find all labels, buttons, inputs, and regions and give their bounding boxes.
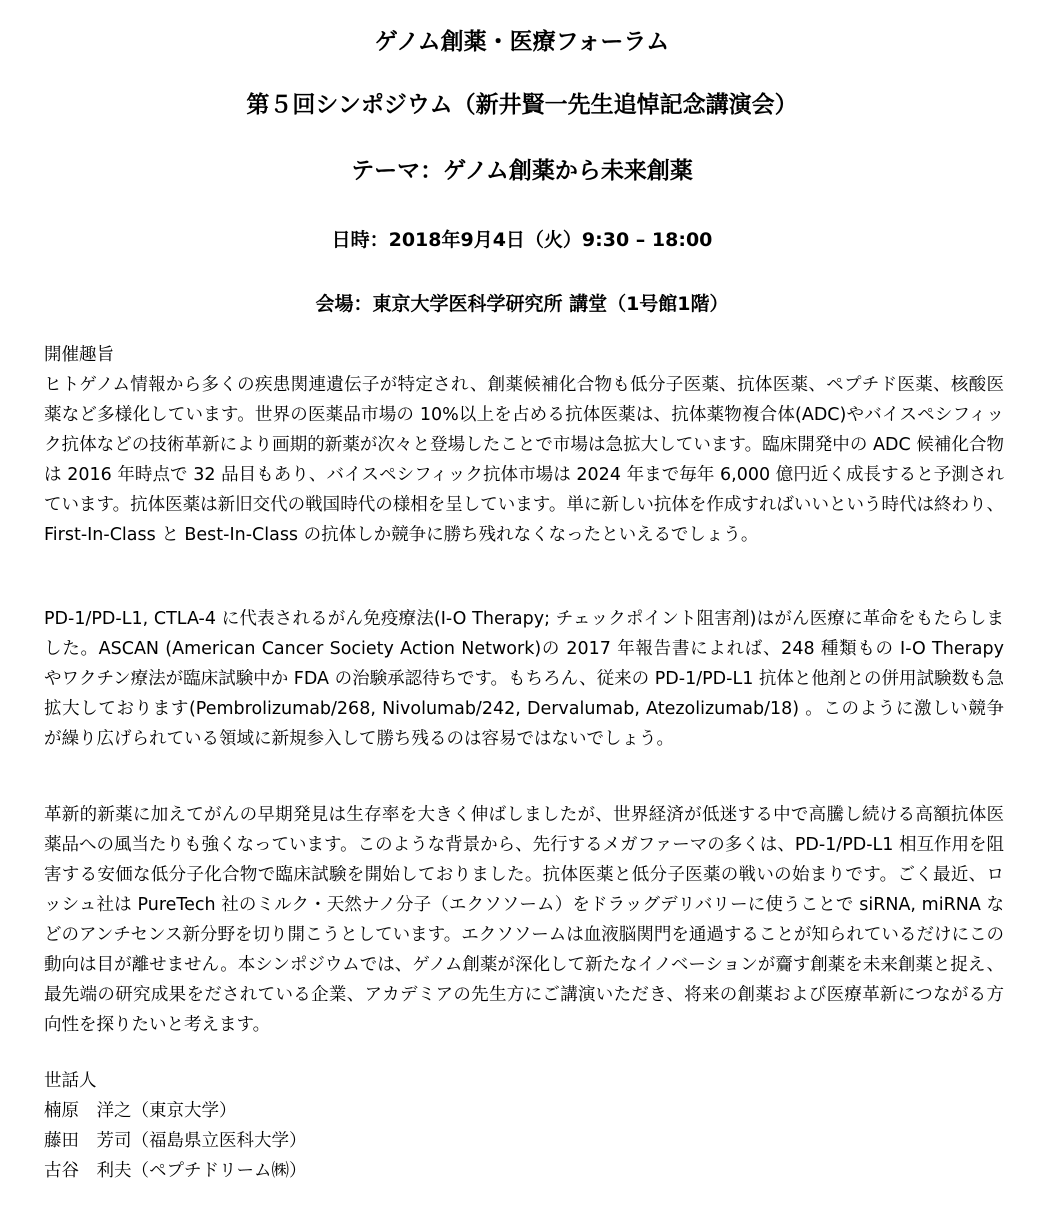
organizer-item: 古谷 利夫（ペプチドリーム㈱） — [44, 1161, 307, 1181]
purpose-label: 開催趣旨 — [44, 345, 114, 365]
forum-title: ゲノム創薬・医療フォーラム — [374, 29, 670, 55]
purpose-paragraph-2: PD-1/PD-L1, CTLA-4 に代表されるがん免疫療法(I-O Therapy; チェックポイント阻害剤)はがん医療に革命をもたらしました。ASCAN (American Cancer Society Action Network)の 2017 年報告書によれば、248 種類もの I-O Therapy やワクチン療法が臨床試験中か FDA の治験承認待ちです。もちろん、従来の PD-1/PD-L1 抗体と他剤との併用試験数も急拡大しております(Pembrolizumab/268, Nivolumab/242, Dervalumab, Atezolizumab/18) 。このように激しい競争が繰り広げられている領域に新規参入して勝ち残るのは容易ではないでしょう。 — [44, 609, 1004, 749]
event-venue: 会場：東京大学医科学研究所 講堂（1号館1階） — [315, 293, 729, 315]
theme-title: テーマ：ゲノム創薬から未来創薬 — [351, 158, 693, 184]
symposium-title: 第５回シンポジウム（新井賢一先生追悼記念講演会） — [246, 92, 798, 118]
organizers-label: 世話人 — [44, 1071, 97, 1091]
organizer-item: 楠原 洋之（東京大学） — [44, 1101, 237, 1121]
purpose-paragraph-3: 革新的新薬に加えてがんの早期発見は生存率を大きく伸ばしましたが、世界経済が低迷する中で高騰し続ける高額抗体医薬品への風当たりも強くなっています。このような背景から、先行するメガファーマの多くは、PD-1/PD-L1 相互作用を阻害する安価な低分子化合物で臨床試験を開始しておりました。抗体医薬と低分子医薬の戦いの始まりです。ごく最近、ロッシュ社は PureTech 社のミルク・天然ナノ分子（エクソソーム）をドラッグデリバリーに使うことで siRNA, miRNA などのアンチセンス新分野を切り開こうとしています。エクソソームは血液脳関門を通過することが知られているだけにこの動向は目が離せません。本シンポジウムでは、ゲノム創薬が深化して新たなイノベーションが齎す創薬を未来創薬と捉え、最先端の研究成果をだされている企業、アカデミアの先生方にご講演いただき、将来の創薬および医療革新につながる方向性を探りたいと考えます。 — [44, 805, 1004, 1035]
purpose-paragraph-1: ヒトゲノム情報から多くの疾患関連遺伝子が特定され、創薬候補化合物も低分子医薬、抗体医薬、ペプチド医薬、核酸医薬など多様化しています。世界の医薬品市場の 10%以上を占める抗体医薬は、抗体薬物複合体(ADC)やバイスペシフィック抗体などの技術革新により画期的新薬が次々と登場したことで市場は急拡大しています。臨床開発中の ADC 候補化合物は 2016 年時点で 32 品目もあり、バイスペシフィック抗体市場は 2024 年まで毎年 6,000 億円近く成長すると予測されています。抗体医薬は新旧交代の戦国時代の様相を呈しています。単に新しい抗体を作成すればいいという時代は終わり、First-In-Class と Best-In-Class の抗体しか競争に勝ち残れなくなったといえるでしょう。 — [44, 375, 1004, 545]
organizer-item: 藤田 芳司（福島県立医科大学） — [44, 1131, 307, 1151]
organizers-list — [44, 1096, 1004, 1186]
event-datetime: 日時：2018年9月4日（火）9:30 – 18:00 — [331, 229, 713, 251]
